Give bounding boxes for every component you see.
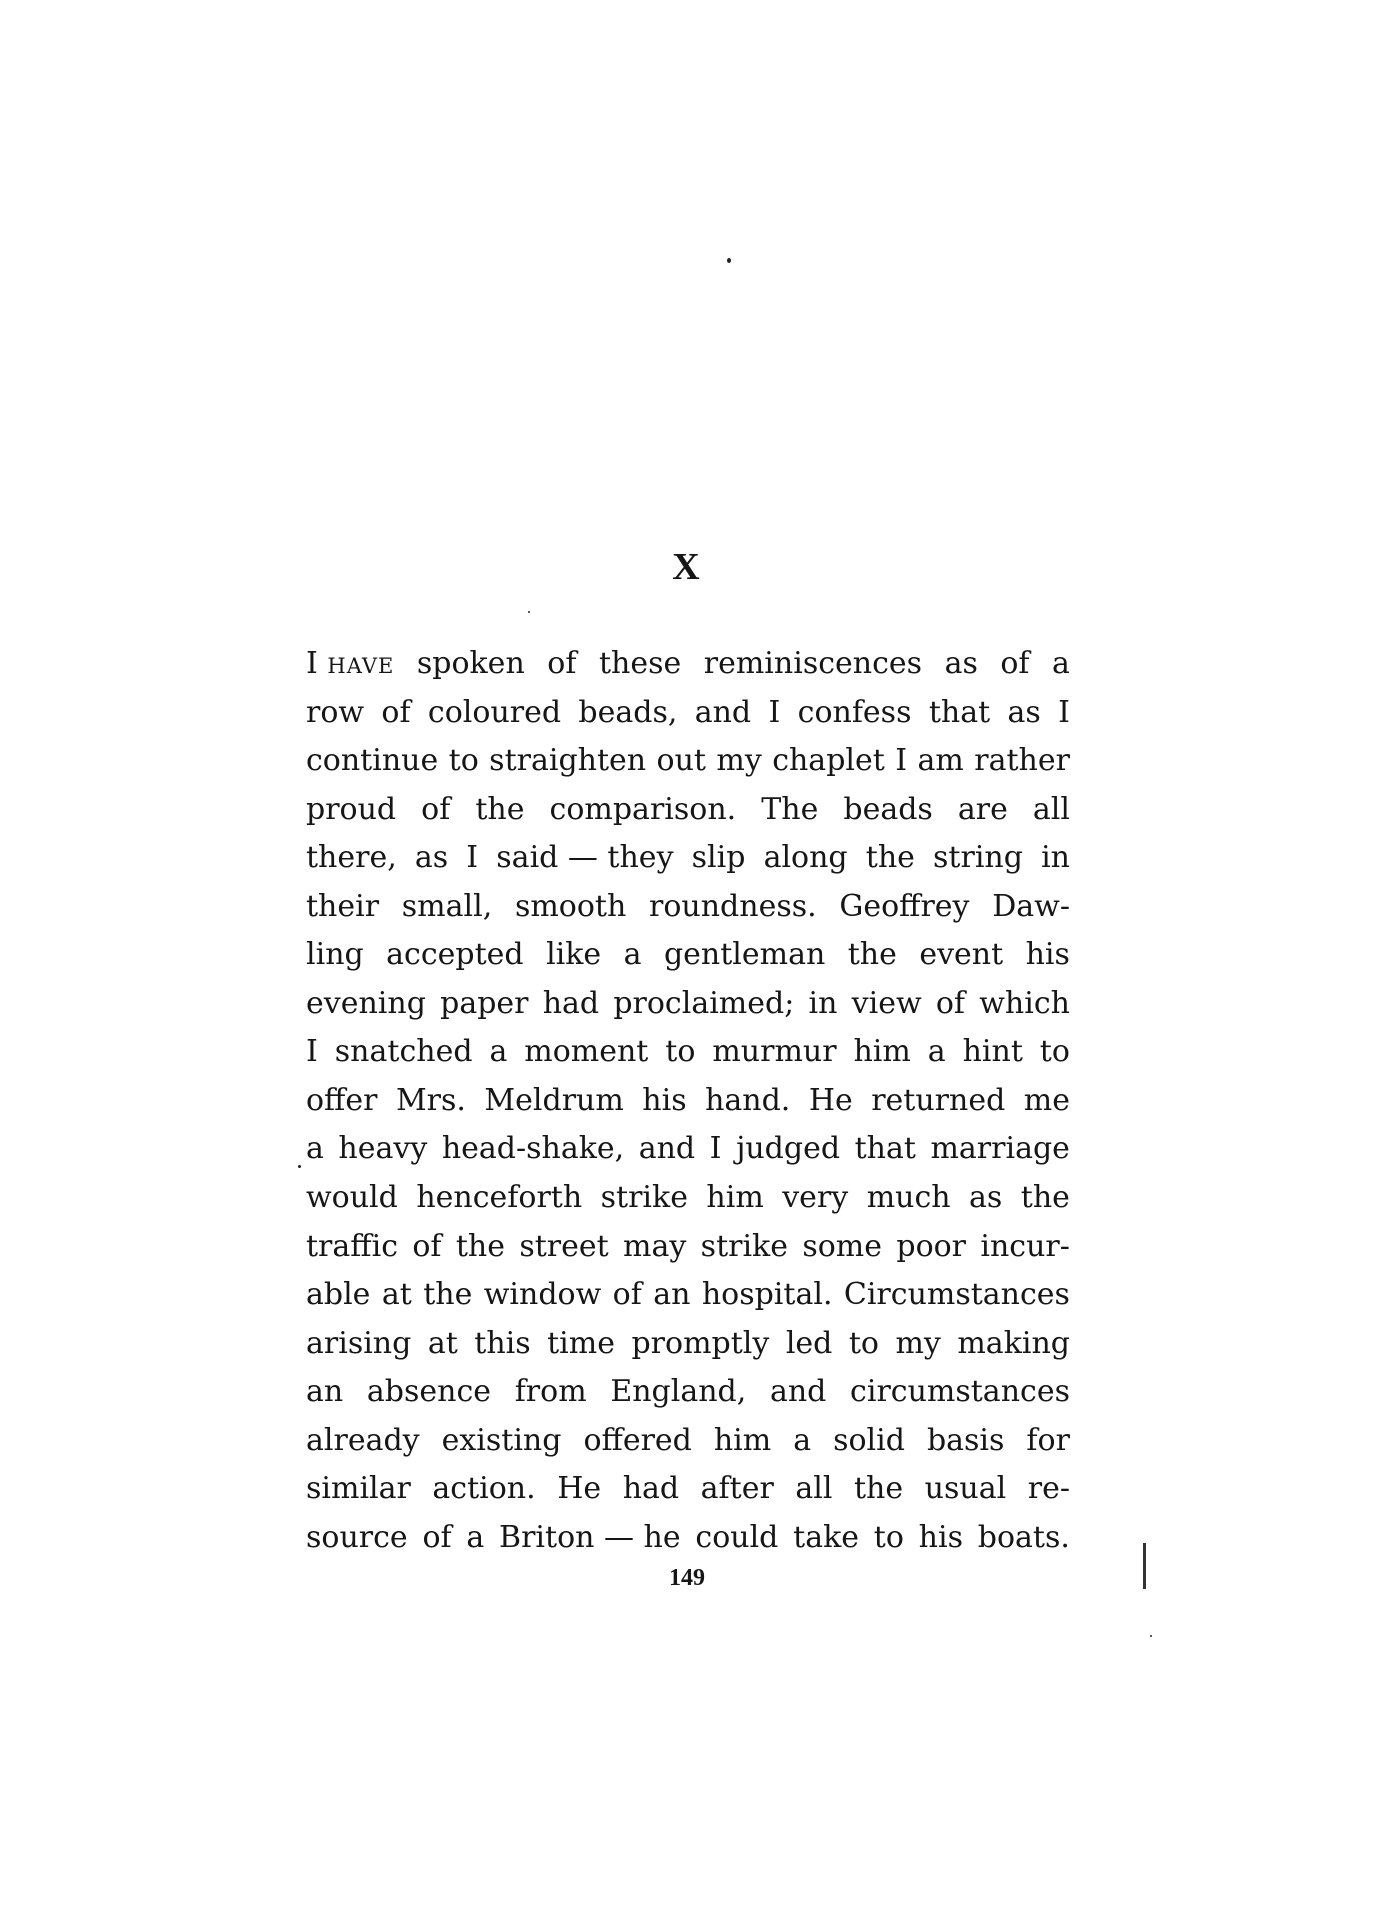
word: small, [401,888,493,924]
word: beads, [578,694,678,730]
word: a [466,1519,485,1555]
word: very [782,1180,849,1216]
word: the [455,1228,505,1264]
word: spoken [416,646,525,681]
word: accepted [386,937,524,973]
word: led [785,1325,833,1361]
word: as [414,840,449,876]
word: strike [700,1228,788,1264]
word: confess [797,694,912,730]
word: boats. [977,1519,1070,1555]
word: chaplet [772,743,885,779]
word: this [474,1325,531,1361]
word: him [706,1180,764,1216]
text-line [306,931,1070,980]
word: existing [441,1422,562,1458]
word: window [483,1277,602,1313]
word: there, [306,840,397,876]
word: to [665,1034,696,1070]
word: strike [600,1180,688,1216]
word: paper [440,985,529,1021]
word: absence [366,1374,492,1410]
word: could [695,1519,779,1555]
word: smooth [514,888,627,924]
text-line [306,1271,1070,1320]
text-line [306,1514,1070,1563]
word: for [1026,1422,1070,1458]
word: Meldrum [484,1082,624,1118]
text-line [306,1368,1070,1417]
word: said — they [496,840,674,876]
word: and [638,1131,696,1167]
word: proclaimed; [613,985,795,1021]
word: Circumstances [843,1277,1070,1313]
word: I [709,1131,722,1167]
word: as [944,646,978,681]
word: promptly [631,1325,770,1361]
word: of [547,646,577,681]
word: He [808,1082,853,1118]
ink-speck [1150,1635,1152,1637]
word: of [422,1519,452,1555]
word: am [917,743,964,779]
word: of [412,1228,442,1264]
word: Mrs. [395,1082,466,1118]
text-line [306,1174,1070,1223]
word: that [854,1131,916,1167]
word: evening [306,985,426,1021]
text-line [306,786,1070,835]
word: at [381,1277,412,1313]
text-line [306,1028,1070,1077]
initial-word: I [306,646,328,681]
word: all [1032,791,1070,827]
word: would [306,1180,398,1216]
word: string [933,840,1023,876]
word: the [853,1471,904,1507]
word: an [653,1277,691,1313]
word: to [848,1325,879,1361]
word: to [1039,1034,1070,1070]
word: source [306,1519,408,1555]
ink-speck [528,611,530,613]
text-line [306,1465,1070,1514]
word: and [694,694,752,730]
word: I [466,840,479,876]
word: reminiscences [703,646,923,681]
word: rather [974,743,1070,779]
small-caps-word: have [327,646,395,681]
word: returned [871,1082,1006,1118]
word: along [763,840,848,876]
word: coloured [427,694,562,730]
text-line [306,883,1070,932]
word: beads [843,791,933,827]
word: a [306,1131,324,1167]
word: slip [691,840,746,876]
text-line [306,1077,1070,1126]
word: making [957,1325,1070,1361]
word: at [427,1325,458,1361]
word: The [761,791,819,827]
word: traffic [306,1228,398,1264]
word: are [957,791,1008,827]
word: of [381,694,411,730]
word: gentleman [663,937,826,973]
word: action. [432,1471,536,1507]
word: hospital. [701,1277,833,1313]
word: heavy [338,1131,428,1167]
word: view [851,985,922,1021]
word: street [519,1228,609,1264]
word: these [598,646,682,681]
word: a [623,937,642,973]
word: judged [736,1131,841,1167]
word: I [768,694,781,730]
word: to [873,1519,904,1555]
text-line [306,737,1070,786]
word: proud [306,791,397,827]
word: the [1020,1180,1070,1216]
word: the [423,1277,473,1313]
word: had [622,1471,680,1507]
word: may [623,1228,687,1264]
word: an [306,1374,344,1410]
word: as [969,1180,1003,1216]
word: continue [306,743,439,779]
word: straighten [489,743,647,779]
word: offer [306,1082,378,1118]
body-paragraph [306,640,1070,1562]
word: row [306,694,365,730]
word: in [1041,840,1070,876]
word: head-shake, [441,1131,625,1167]
word: poor [896,1228,967,1264]
word: usual [924,1471,1007,1507]
word: I [306,1034,318,1070]
word: and [769,1374,827,1410]
word: henceforth [416,1180,583,1216]
word: in [808,985,838,1021]
word: of [612,1277,642,1313]
word: like [546,937,602,973]
word: roundness. [649,888,817,924]
word: my [716,743,762,779]
word: able [306,1277,371,1313]
word: that [928,694,991,730]
word: He [557,1471,602,1507]
word: a [489,1034,508,1070]
word [306,640,394,689]
word: a [1052,646,1070,681]
text-line [306,1320,1070,1369]
text-line [306,1223,1070,1272]
word: had [542,985,600,1021]
word: solid [833,1422,905,1458]
word: ling [306,937,364,973]
word: Daw- [992,888,1070,924]
word: re- [1027,1471,1070,1507]
word: take [793,1519,860,1555]
word: a [793,1422,812,1458]
word: hand. [705,1082,791,1118]
text-line [306,834,1070,883]
word: Geoffrey [839,888,970,924]
word: his [642,1082,687,1118]
word: time [547,1325,615,1361]
word: as [1007,694,1041,730]
text-line [306,640,1070,689]
word: comparison. [549,791,737,827]
word: murmur [712,1034,837,1070]
page-number: 149 [669,1565,705,1591]
word: snatched [334,1034,473,1070]
word: arising [306,1325,412,1361]
word: a [927,1034,946,1070]
word: all [795,1471,833,1507]
word: event [919,937,1004,973]
chapter-heading: X [672,546,702,588]
word: offered [583,1422,692,1458]
word: moment [524,1034,649,1070]
text-line [306,1417,1070,1466]
word: his [918,1519,963,1555]
word: similar [306,1471,411,1507]
word: marriage [930,1131,1070,1167]
word: I [1058,694,1070,730]
word: hint [962,1034,1023,1070]
word: incur- [980,1228,1070,1264]
text-line [306,1125,1070,1174]
word: to [448,743,479,779]
word: which [979,985,1070,1021]
word: the [847,937,897,973]
word: I [895,743,908,779]
ink-speck [298,1165,301,1168]
word: of [935,985,966,1021]
word: out [656,743,706,779]
ink-speck [727,258,731,263]
word: England, [610,1374,747,1410]
word: of [421,791,451,827]
word: after [700,1471,774,1507]
word: already [306,1422,420,1458]
word: him [713,1422,772,1458]
word: my [895,1325,941,1361]
text-line [306,980,1070,1029]
word: Briton — he [499,1519,681,1555]
word: some [802,1228,883,1264]
word: him [853,1034,911,1070]
text-line [306,689,1070,738]
word: much [866,1180,951,1216]
word: me [1023,1082,1070,1118]
word: of [1000,646,1030,681]
word: the [865,840,915,876]
word: the [475,791,525,827]
word: circumstances [850,1374,1070,1410]
word: their [306,888,380,924]
word: his [1025,937,1070,973]
word: from [514,1374,587,1410]
word: basis [926,1422,1005,1458]
